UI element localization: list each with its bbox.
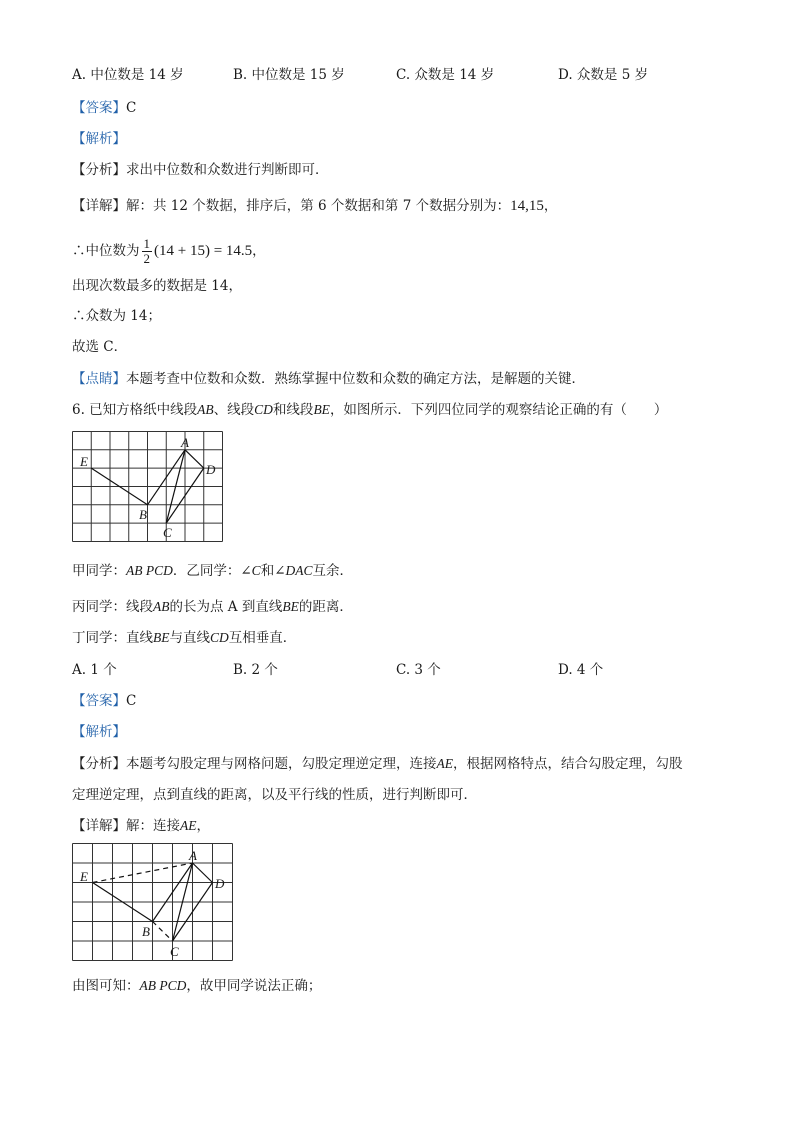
- fig2-label-d: D: [215, 876, 225, 891]
- q6-fenxi: 【分析】本题考勾股定理与网格问题，勾股定理逆定理，连接AE，根据网格特点，结合勾股定理，勾股: [72, 756, 683, 772]
- q6-fenxi-cont: 定理逆定理，点到直线的距离，以及平行线的性质，进行判断即可．: [72, 787, 477, 803]
- q6-jia-yi: 甲同学：AB PCD．乙同学：∠C和∠DAC互余．: [72, 563, 354, 579]
- q6-answer: 【答案】C: [72, 693, 137, 709]
- q5-option-d: D. 众数是 5 岁: [558, 67, 649, 83]
- q5-fenxi: 【分析】求出中位数和众数进行判断即可．: [72, 162, 329, 178]
- grid-figure-1: [72, 431, 224, 543]
- q6-option-b: B. 2 个: [233, 662, 278, 678]
- fraction-half: $\frac{1}{2}$: [143, 236, 150, 266]
- q5-mode-result: ∴众数为 14；: [72, 308, 161, 324]
- q5-choose: 故选 C．: [72, 339, 128, 355]
- q6-conclusion: 由图可知：AB PCD，故甲同学说法正确；: [72, 978, 322, 994]
- q5-analysis-heading: 【解析】: [72, 131, 126, 147]
- q6-stem: 6. 已知方格纸中线段AB、线段CD和线段BE，如图所示．下列四位同学的观察结论正确的有（ ）: [72, 402, 668, 418]
- q6-option-d: D. 4 个: [558, 662, 604, 678]
- fig2-label-b: B: [142, 924, 150, 939]
- fig1-label-d: D: [206, 462, 216, 477]
- q6-detail: 【详解】解：连接AE，: [72, 818, 210, 834]
- grid-figure-2: [72, 843, 234, 963]
- fig2-label-a: A: [189, 848, 197, 863]
- q5-answer: 【答案】C: [72, 100, 137, 116]
- fig1-label-b: B: [139, 507, 147, 522]
- q5-option-b: B. 中位数是 15 岁: [233, 67, 345, 83]
- fig1-label-e: E: [80, 454, 88, 469]
- q5-mode-line: 出现次数最多的数据是 14，: [72, 278, 242, 294]
- q6-option-a: A. 1 个: [72, 662, 117, 678]
- fig1-label-a: A: [181, 435, 189, 450]
- fig2-label-c: C: [170, 944, 179, 959]
- q6-analysis-heading: 【解析】: [72, 724, 126, 740]
- fig1-label-c: C: [163, 525, 172, 540]
- q5-option-c: C. 众数是 14 岁: [396, 67, 495, 83]
- q6-option-c: C. 3 个: [396, 662, 441, 678]
- q5-median-line: ∴中位数为 $\frac{1}{2}$ (14 + 15) = 14.5，: [72, 236, 266, 266]
- q6-ding: 丁同学：直线BE与直线CD互相垂直．: [72, 630, 297, 646]
- q6-bing: 丙同学：线段AB的长为点 A 到直线BE的距离．: [72, 599, 353, 615]
- fig2-label-e: E: [80, 869, 88, 884]
- q5-dianjing: 【点睛】本题考查中位数和众数．熟练掌握中位数和众数的确定方法，是解题的关键．: [72, 371, 585, 387]
- q5-detail: 【详解】解：共 12 个数据，排序后，第 6 个数据和第 7 个数据分别为：14,15，: [72, 198, 558, 214]
- q5-option-a: A. 中位数是 14 岁: [72, 67, 184, 83]
